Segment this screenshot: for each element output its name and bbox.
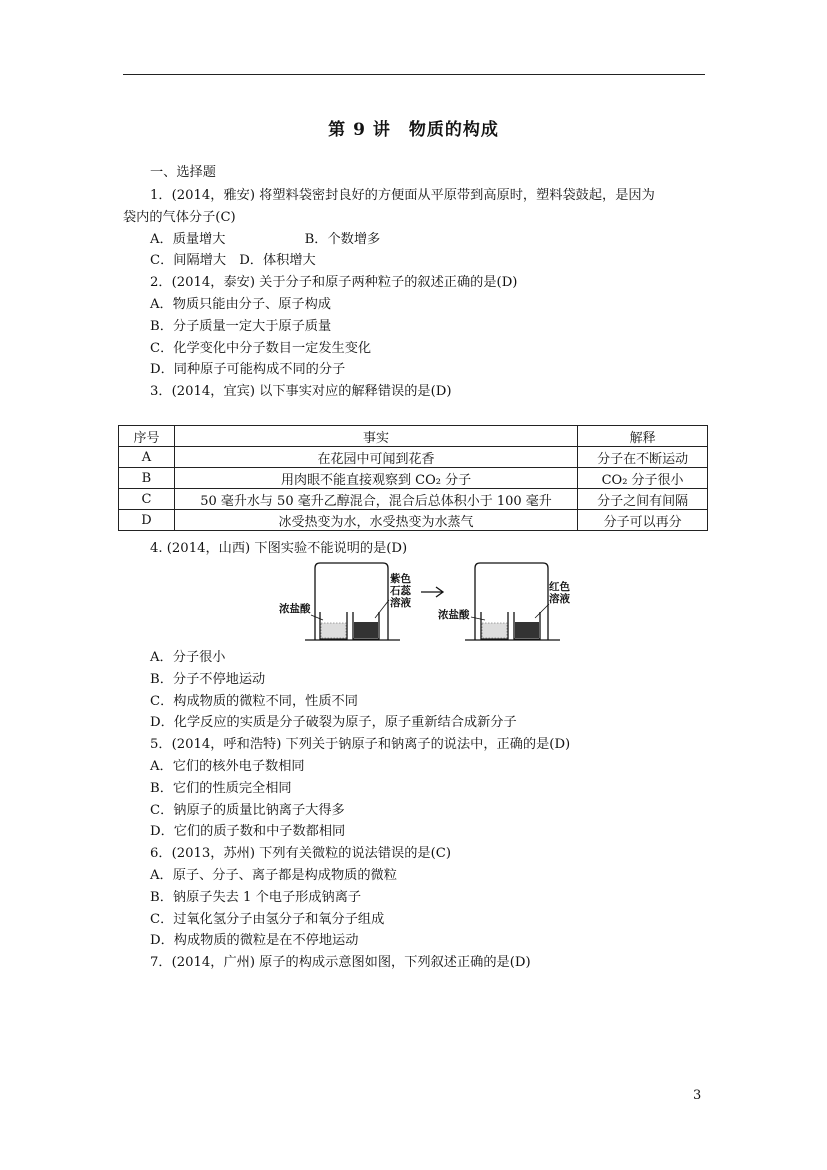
page-number: 3 — [693, 1088, 702, 1103]
table-header: 解释 — [578, 426, 708, 447]
text-line: 5．(2014，呼和浩特) 下列关于钠原子和钠离子的说法中，正确的是(D) — [150, 737, 571, 753]
text-line: B．分子不停地运动 — [150, 671, 266, 687]
label-hcl-left: 浓盐酸 — [279, 603, 311, 615]
text-line: A．原子、分子、离子都是构成物质的微粒 — [150, 868, 397, 883]
text-line: D．它们的质子数和中子数都相同 — [150, 824, 346, 840]
text-line: A．分子很小 — [150, 650, 226, 665]
text-line: C．钠原子的质量比钠离子大得多 — [150, 802, 345, 818]
table-cell: 冰受热变为水，水受热变为水蒸气 — [174, 510, 577, 531]
label-red-solution: 红色溶液 — [549, 581, 570, 605]
liquid-left-2 — [354, 622, 378, 638]
table-header: 序号 — [119, 426, 175, 447]
text-line: D．同种原子可能构成不同的分子 — [150, 362, 346, 378]
text-line: B．钠原子失去 1 个电子形成钠离子 — [150, 889, 362, 905]
table-cell: D — [119, 510, 175, 531]
text-line: D．构成物质的微粒是在不停地运动 — [150, 933, 359, 949]
text-line: A．它们的核外电子数相同 — [150, 759, 305, 774]
text-line: B．它们的性质完全相同 — [150, 780, 292, 796]
table-cell: A — [119, 447, 175, 468]
table-cell: 分子在不断运动 — [578, 447, 708, 468]
liquid-right-1 — [482, 623, 507, 638]
experiment-figure — [275, 560, 575, 652]
label-litmus: 紫色石蕊溶液 — [390, 573, 411, 609]
label-hcl-right: 浓盐酸 — [438, 609, 470, 621]
table-cell: 50 毫升水与 50 毫升乙醇混合，混合后总体积小于 100 毫升 — [174, 489, 577, 510]
table-cell: B — [119, 468, 175, 489]
table-cell: 用肉眼不能直接观察到 CO₂ 分子 — [174, 468, 577, 489]
text-line: 3．(2014，宜宾) 以下事实对应的解释错误的是(D) — [150, 384, 452, 400]
text-line: A．质量增大 B．个数增多 — [150, 231, 381, 247]
arrow-icon — [421, 587, 443, 597]
table-row — [119, 489, 708, 510]
text-line: C．构成物质的微粒不同，性质不同 — [150, 693, 358, 709]
page-title: 第 9 讲 物质的构成 — [328, 120, 499, 140]
text-line: C．过氧化氢分子由氢分子和氧分子组成 — [150, 911, 385, 927]
text-line: 7．(2014，广州) 原子的构成示意图如图，下列叙述正确的是(D) — [150, 955, 531, 971]
text-line: 袋内的气体分子(C) — [123, 209, 236, 225]
table-cell: 分子可以再分 — [578, 510, 708, 531]
text-line: A．物质只能由分子、原子构成 — [150, 297, 331, 312]
text-line: D．化学反应的实质是分子破裂为原子，原子重新结合成新分子 — [150, 715, 517, 731]
text-line: 1．(2014，雅安) 将塑料袋密封良好的方便面从平原带到高原时，塑料袋鼓起，是因为 — [150, 188, 655, 203]
text-line: 6．(2013，苏州) 下列有关微粒的说法错误的是(C) — [150, 846, 451, 862]
liquid-right-2 — [515, 622, 539, 638]
table-row — [119, 447, 708, 468]
table-cell: C — [119, 489, 175, 510]
facts-table — [118, 425, 708, 531]
table-header: 事实 — [174, 426, 577, 447]
header-rule — [123, 74, 705, 75]
question-4: 4. (2014，山西) 下图实验不能说明的是(D) — [150, 541, 408, 556]
section-heading: 一、选择题 — [150, 165, 216, 180]
text-line: C．化学变化中分子数目一定发生变化 — [150, 340, 372, 356]
text-line: B．分子质量一定大于原子质量 — [150, 318, 332, 334]
table-row — [119, 468, 708, 489]
table-header-row — [119, 426, 708, 447]
table-cell: CO₂ 分子很小 — [578, 468, 708, 489]
table-row — [119, 510, 708, 531]
liquid-left-1 — [321, 623, 346, 638]
table-cell: 分子之间有间隔 — [578, 489, 708, 510]
text-line: 2．(2014，泰安) 关于分子和原子两种粒子的叙述正确的是(D) — [150, 275, 518, 291]
text-line: C．间隔增大 D．体积增大 — [150, 253, 316, 269]
table-cell: 在花园中可闻到花香 — [174, 447, 577, 468]
